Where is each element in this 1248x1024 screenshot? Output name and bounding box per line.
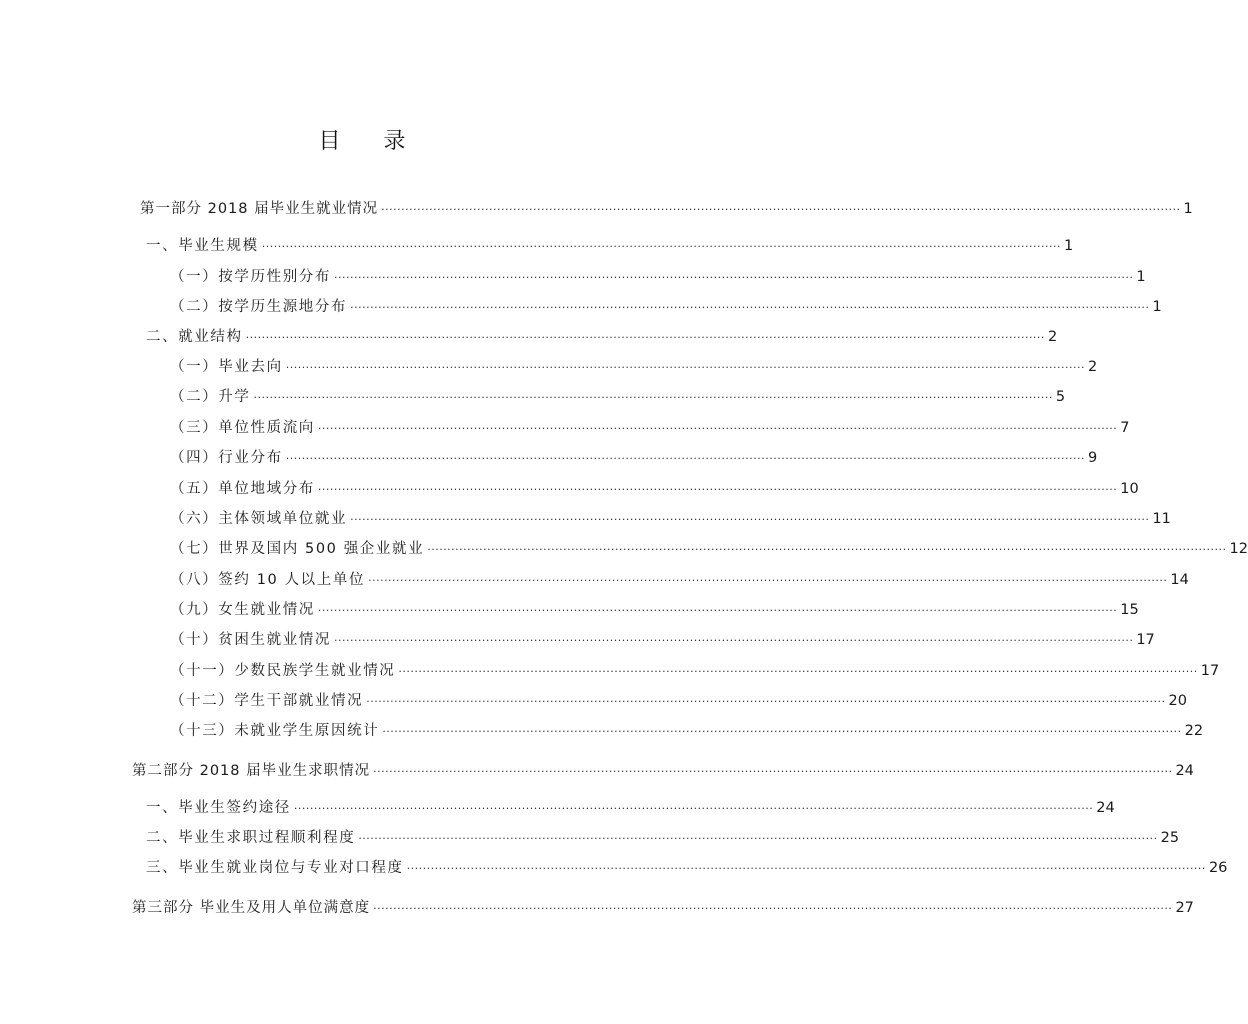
toc-page-number: 1 [1136,269,1146,285]
toc-entry-title: （十三）未就业学生原因统计 [170,723,380,739]
toc-leader-dots: ········································································································································································································ [406,862,1206,875]
toc-entry-title: 第二部分 2018 届毕业生求职情况 [132,763,371,779]
toc-entry[interactable] [140,198,1193,221]
toc-entry[interactable] [170,599,1139,622]
toc-page-number: 27 [1175,900,1194,916]
toc-leader-dots: ········································································································································································································ [317,483,1118,496]
toc-leader-dots: ········································································································································································································ [427,543,1227,556]
toc-leader-dots: ········································································································································································································ [245,331,1045,344]
toc-entry-title: （二）升学 [170,389,251,405]
toc-leader-dots: ········································································································································································································ [381,203,1181,216]
toc-entry[interactable] [146,857,1228,880]
toc-entry-title: 三、毕业生就业岗位与专业对口程度 [146,860,404,876]
toc-page-number: 22 [1184,723,1204,739]
toc-entry-title: （一）按学历性别分布 [170,269,331,285]
toc-page-number: 1 [1183,201,1193,217]
toc-page-number: 2 [1088,359,1098,375]
toc-leader-dots: ········································································································································································································ [358,832,1158,845]
toc-leader-dots: ········································································································································································································ [373,902,1173,915]
toc-entry-title: 一、毕业生规模 [146,238,259,254]
toc-entry[interactable] [132,897,1194,920]
toc-page-number: 14 [1170,572,1189,588]
toc-leader-dots: ········································································································································································································ [368,574,1168,587]
toc-leader-dots: ········································································································································································································ [285,452,1086,465]
toc-page-number: 7 [1120,420,1130,436]
toc-page-number: 15 [1120,602,1139,618]
toc-leader-dots: ········································································································································································································ [317,422,1118,435]
toc-leader-dots: ········································································································································································································ [350,301,1150,314]
toc-entry[interactable] [170,266,1146,289]
toc-leader-dots: ········································································································································································································ [317,604,1118,617]
toc-leader-dots: ········································································································································································································ [293,802,1094,815]
toc-page-number: 26 [1208,860,1228,876]
toc-entry-title: （八）签约 10 人以上单位 [170,572,366,588]
toc-entry-title: 第三部分 毕业生及用人单位满意度 [132,900,371,916]
toc-entry[interactable] [170,720,1204,743]
toc-page-number: 17 [1200,663,1220,679]
toc-entry-title: （三）单位性质流向 [170,420,315,436]
toc-page-number: 17 [1136,632,1155,648]
toc-entry[interactable] [170,417,1130,440]
toc-entry[interactable] [146,326,1058,349]
toc-entry-title: 第一部分 2018 届毕业生就业情况 [140,201,379,217]
toc-entry[interactable] [146,797,1115,820]
toc-entry[interactable] [170,356,1098,379]
toc-entry-title: （二）按学历生源地分布 [170,299,348,315]
toc-page-number: 20 [1168,693,1187,709]
toc-page-number: 2 [1047,329,1058,345]
toc-entry[interactable] [170,508,1171,531]
toc-leader-dots: ········································································································································································································ [253,391,1053,404]
toc-leader-dots: ········································································································································································································ [373,765,1173,778]
toc-entry-title: （十一）少数民族学生就业情况 [170,663,396,679]
toc-page-number: 11 [1152,511,1171,527]
toc-leader-dots: ········································································································································································································ [261,240,1062,253]
toc-entry[interactable] [146,827,1180,850]
toc-page-number: 1 [1064,238,1074,254]
toc-leader-dots: ········································································································································································································ [382,725,1182,738]
toc-entry-title: （十二）学生干部就业情况 [170,693,364,709]
toc-entry-title: 一、毕业生签约途径 [146,800,291,816]
toc-entry[interactable] [170,629,1155,652]
toc-leader-dots: ········································································································································································································ [285,361,1086,374]
toc-entry-title: （五）单位地域分布 [170,481,315,497]
toc-page-number: 24 [1175,763,1194,779]
toc-entry[interactable] [132,760,1194,783]
toc-leader-dots: ········································································································································································································ [398,665,1198,678]
toc-page-number: 10 [1120,481,1139,497]
toc-entry[interactable] [170,660,1220,683]
toc-page-number: 5 [1055,389,1066,405]
toc-page-number: 1 [1152,299,1162,315]
toc-entry[interactable] [170,538,1248,561]
toc-entry-title: （一）毕业去向 [170,359,283,375]
toc-entry-title: 二、就业结构 [146,329,243,345]
toc-leader-dots: ········································································································································································································ [366,695,1166,708]
toc-entry-title: （六）主体领域单位就业 [170,511,348,527]
toc-entry[interactable] [170,296,1162,319]
toc-entry-title: （七）世界及国内 500 强企业就业 [170,541,425,557]
toc-entry[interactable] [170,478,1139,501]
toc-page-number: 9 [1088,450,1098,466]
toc-page-number: 12 [1229,541,1248,557]
toc-page-number: 25 [1160,830,1180,846]
toc-entry-title: （九）女生就业情况 [170,602,315,618]
toc-entry[interactable] [170,386,1066,409]
toc-leader-dots: ········································································································································································································ [334,271,1134,284]
toc-entry-title: （四）行业分布 [170,450,283,466]
toc-page-number: 24 [1096,800,1115,816]
toc-leader-dots: ········································································································································································································ [334,634,1134,647]
toc-title: 目 录 [318,129,424,154]
toc-entry[interactable] [170,569,1189,592]
toc-entry[interactable] [146,235,1074,258]
toc-leader-dots: ········································································································································································································ [350,513,1150,526]
toc-entry[interactable] [170,447,1098,470]
toc-entry-title: （十）贫困生就业情况 [170,632,331,648]
toc-entry-title: 二、毕业生求职过程顺利程度 [146,830,356,846]
toc-entry[interactable] [170,690,1187,713]
